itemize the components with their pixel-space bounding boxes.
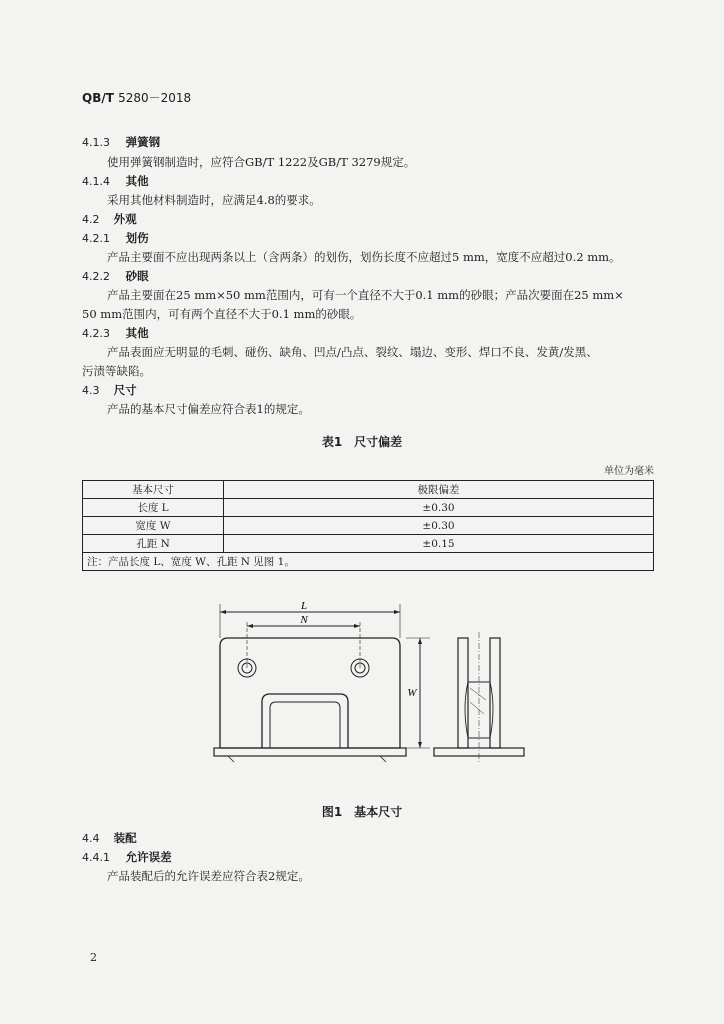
section-heading-4-4: [82, 829, 137, 848]
section-heading-4-1-4: [82, 172, 149, 191]
paragraph-4-2-2-line1: 产品主要面在25 mm×50 mm范围内，可有一个直径不大于0.1 mm的砂眼；产品次要面在25 mm×: [107, 288, 624, 302]
table-note-row: [83, 553, 654, 571]
label-l: L: [300, 600, 308, 612]
paragraph-4-2-2-line2: 50 mm范围内，可有两个直径不大于0.1 mm的砂眼。: [82, 307, 362, 321]
section-heading-4-1-3: [82, 133, 160, 152]
section-heading-4-4-1: [82, 848, 172, 867]
section-heading-4-2-3: [82, 324, 149, 343]
section-heading-4-2-1: [82, 229, 149, 248]
table-row: [83, 517, 654, 535]
section-number: 4.4: [82, 832, 100, 845]
hinge-dimension-figure: [200, 598, 540, 773]
section-title: 允许误差: [125, 850, 172, 864]
table-header-cell: 基本尺寸: [83, 481, 224, 499]
table-caption: 表1 尺寸偏差: [321, 435, 403, 449]
paragraph-4-1-3: 使用弹簧钢制造时，应符合GB/T 1222及GB/T 3279规定。: [107, 155, 416, 169]
paragraph-4-2-3-line1: 产品表面应无明显的毛刺、碰伤、缺角、凹点/凸点、裂纹、塌边、变形、焊口不良、发黄/发黑、: [107, 345, 598, 359]
label-w: W: [407, 687, 417, 699]
page-number: 2: [90, 951, 97, 964]
section-number: 4.2: [82, 213, 100, 226]
paragraph-4-1-4: 采用其他材料制造时，应满足4.8的要求。: [107, 193, 321, 207]
paragraph-4-3: 产品的基本尺寸偏差应符合表1的规定。: [107, 402, 310, 416]
section-title: 装配: [113, 831, 137, 845]
section-heading-4-2: [82, 210, 137, 229]
table-note: 注：产品长度 L、宽度 W、孔距 N 见图 1。: [83, 553, 654, 571]
section-heading-4-2-2: [82, 267, 149, 286]
section-number: 4.2.3: [82, 327, 110, 340]
section-title: 砂眼: [125, 269, 149, 283]
table-unit-note: 单位为毫米: [604, 466, 654, 477]
section-heading-4-3: [82, 381, 137, 400]
section-number: 4.4.1: [82, 851, 110, 864]
section-title: 尺寸: [113, 383, 137, 397]
section-number: 4.2.2: [82, 270, 110, 283]
table-cell: ±0.30: [224, 499, 654, 517]
section-number: 4.3: [82, 384, 100, 397]
table-cell: 孔距 N: [83, 535, 224, 553]
standard-number: 5280－2018: [118, 91, 192, 105]
section-title: 其他: [125, 326, 149, 340]
paragraph-4-2-1: 产品主要面不应出现两条以上（含两条）的划伤，划伤长度不应超过5 mm，宽度不应超过0.2 mm。: [107, 250, 621, 264]
standard-code: QB/T: [82, 91, 114, 105]
table-row: [83, 499, 654, 517]
table-header-cell: 极限偏差: [224, 481, 654, 499]
section-number: 4.2.1: [82, 232, 110, 245]
section-title: 其他: [125, 174, 149, 188]
section-title: 划伤: [125, 231, 149, 245]
table-cell: ±0.15: [224, 535, 654, 553]
label-n: N: [300, 614, 308, 626]
section-number: 4.1.4: [82, 175, 110, 188]
section-number: 4.1.3: [82, 136, 110, 149]
section-title: 弹簧钢: [125, 135, 161, 149]
standard-code-header: [82, 89, 191, 106]
table-cell: ±0.30: [224, 517, 654, 535]
table-cell: 长度 L: [83, 499, 224, 517]
section-title: 外观: [113, 212, 137, 226]
table-header-row: [83, 481, 654, 499]
paragraph-4-4-1: 产品装配后的允许误差应符合表2规定。: [107, 869, 310, 883]
paragraph-4-2-3-line2: 污渍等缺陷。: [82, 364, 151, 378]
dimension-deviation-table: [82, 480, 654, 571]
table-row: [83, 535, 654, 553]
figure-caption: 图1 基本尺寸: [321, 805, 403, 819]
table-cell: 宽度 W: [83, 517, 224, 535]
